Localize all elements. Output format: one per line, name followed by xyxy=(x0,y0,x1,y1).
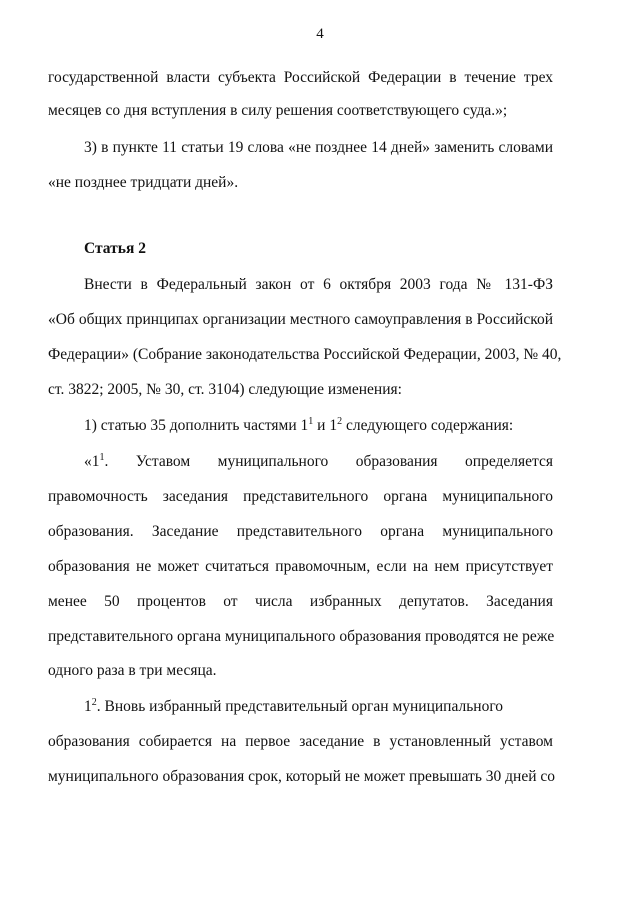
text-line: «не позднее тридцати дней». xyxy=(48,174,239,191)
superscript: 2 xyxy=(91,697,97,708)
text-fragment: и 1 xyxy=(313,417,338,434)
article-heading: Статья 2 xyxy=(84,240,146,257)
text-line: образования собирается на первое заседание в установленный уставом xyxy=(48,733,553,750)
text-fragment: 1) статью 35 дополнить частями 1 xyxy=(84,417,309,434)
text-line: Федерации» (Собрание законодательства Российской Федерации, 2003, № 40, xyxy=(48,346,562,363)
page-number: 4 xyxy=(316,26,324,42)
text-line: образования не может считаться правомочным, если на нем присутствует xyxy=(48,558,553,575)
text-line-with-superscripts xyxy=(84,416,553,436)
text-line-with-superscripts xyxy=(84,697,553,717)
text-line: ст. 3822; 2005, № 30, ст. 3104) следующие изменения: xyxy=(48,381,402,398)
text-fragment: «1 xyxy=(84,453,100,470)
text-fragment: 1 xyxy=(84,698,92,715)
text-fragment: . Уставом муниципального образования определяется xyxy=(104,453,553,470)
text-line: 3) в пункте 11 статьи 19 слова «не позднее 14 дней» заменить словами xyxy=(84,139,553,156)
text-line: государственной власти субъекта Российской Федерации в течение трех xyxy=(48,69,553,86)
text-fragment: . Вновь избранный представительный орган муниципального xyxy=(96,698,504,715)
text-line: представительного органа муниципального образования проводятся не реже xyxy=(48,628,555,645)
superscript: 2 xyxy=(337,416,343,427)
text-line: «Об общих принципах организации местного самоуправления в Российской xyxy=(48,311,553,328)
text-line: менее 50 процентов от числа избранных депутатов. Заседания xyxy=(48,593,553,610)
superscript: 1 xyxy=(308,416,314,427)
text-line: Внести в Федеральный закон от 6 октября 2003 года № 131-ФЗ xyxy=(84,276,553,293)
text-line: одного раза в три месяца. xyxy=(48,662,217,679)
text-line: образования. Заседание представительного органа муниципального xyxy=(48,523,553,540)
text-line: правомочность заседания представительного органа муниципального xyxy=(48,488,553,505)
text-fragment: следующего содержания: xyxy=(342,417,514,434)
text-fragment xyxy=(84,453,553,470)
text-line: месяцев со дня вступления в силу решения соответствующего суда.»; xyxy=(48,102,508,119)
superscript: 1 xyxy=(99,452,105,463)
text-line: муниципального образования срок, который не может превышать 30 дней со xyxy=(48,768,556,785)
text-line-with-superscripts xyxy=(84,452,553,472)
